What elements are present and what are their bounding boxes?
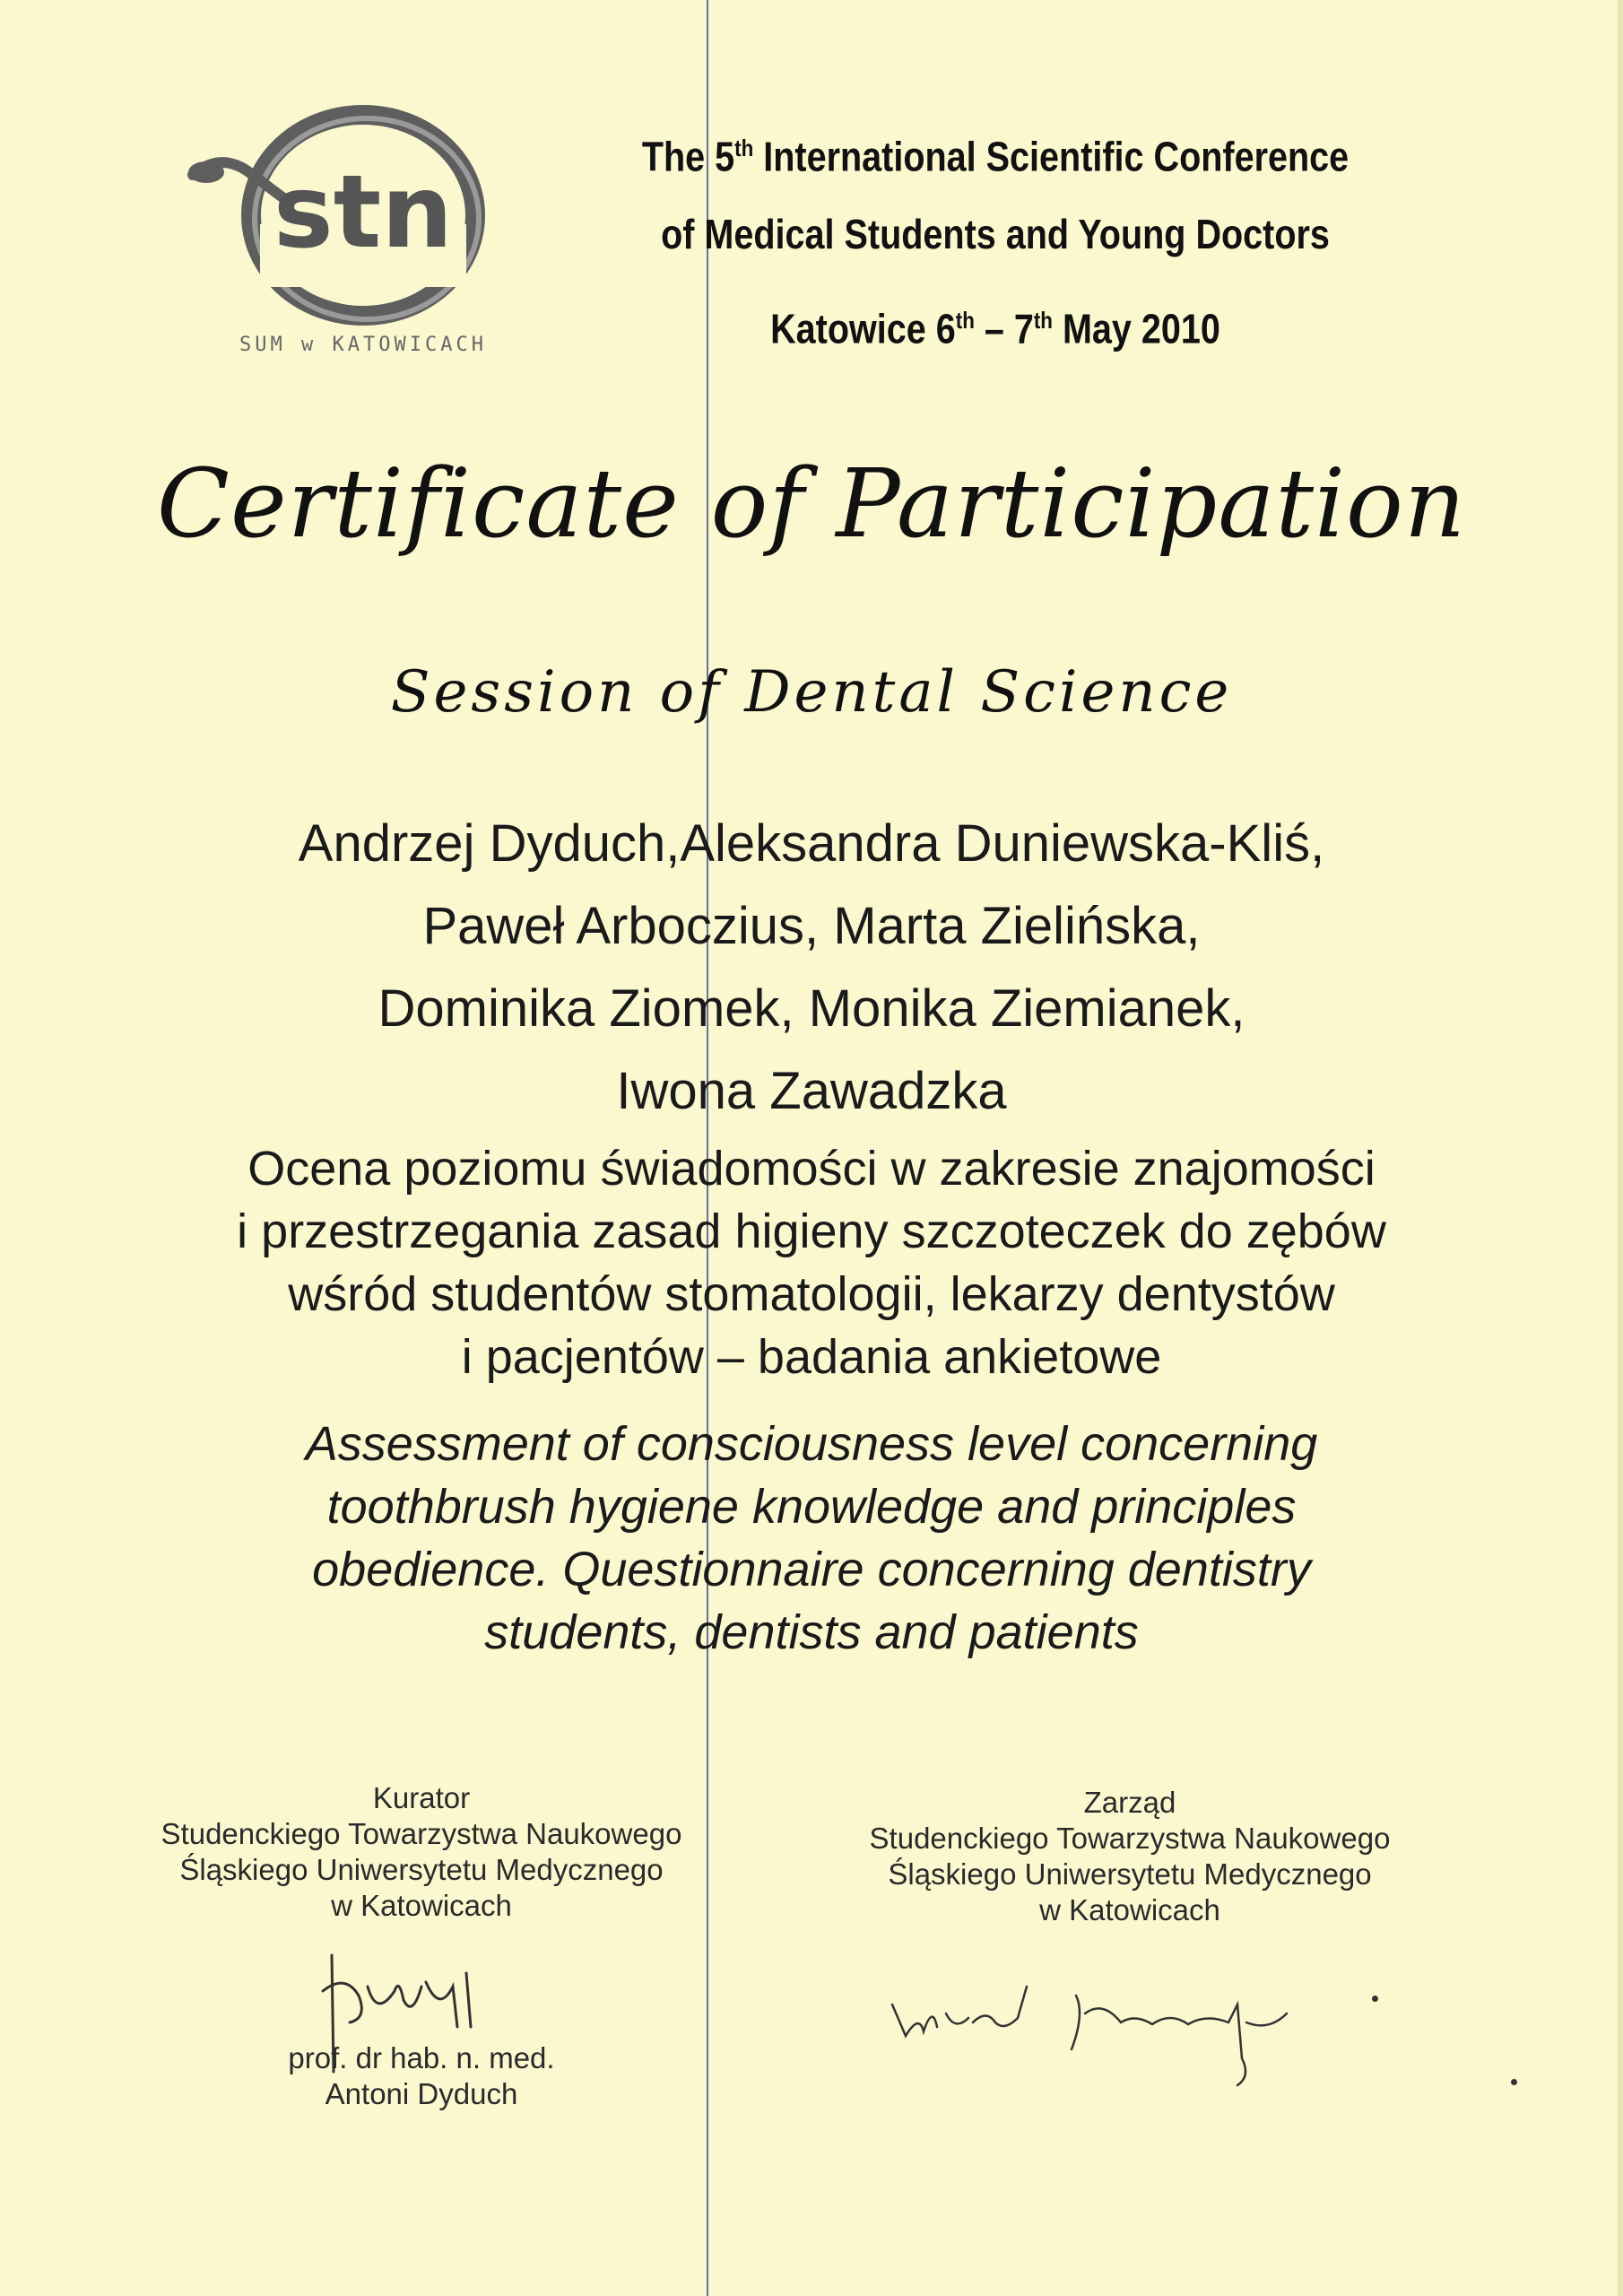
conference-line-1: The 5th International Scientific Conference (641, 133, 1350, 180)
title-polish-line: i przestrzegania zasad higieny szczoteczek do zębów (237, 1205, 1386, 1258)
signer-title: prof. dr hab. n. med. (288, 2041, 555, 2074)
title-polish-line: wśród studentów stomatologii, lekarzy dentystów (288, 1267, 1335, 1321)
title-polish-line: Ocena poziomu świadomości w zakresie znajomości (247, 1142, 1376, 1196)
signature-left-line: Studenckiego Towarzystwa Naukowego (161, 1817, 682, 1850)
authors (0, 803, 1623, 1133)
title-english-line: obedience. Questionnaire concerning dentistry (312, 1543, 1311, 1596)
signature-block-right (816, 1785, 1444, 1928)
signature-left-line: w Katowicach (331, 1889, 512, 1922)
authors-line: Iwona Zawadzka (616, 1062, 1007, 1120)
signature-right-line: w Katowicach (1039, 1893, 1220, 1926)
signer-left (117, 2040, 726, 2112)
authors-line: Paweł Arboczius, Marta Zielińska, (422, 897, 1201, 955)
title-english-line: Assessment of consciousness level concerning (305, 1417, 1318, 1471)
title-english-line: students, dentists and patients (484, 1605, 1139, 1659)
signature-left-line: Kurator (372, 1781, 471, 1814)
ink-dot (1372, 1996, 1378, 2002)
signature-right-line: Śląskiego Uniwersytetu Medycznego (888, 1857, 1372, 1891)
certificate-title: Certificate of Participation (156, 448, 1467, 559)
authors-line: Dominika Ziomek, Monika Ziemianek, (378, 979, 1245, 1038)
title-english-line: toothbrush hygiene knowledge and principles (326, 1480, 1297, 1534)
authors-line: Andrzej Dyduch,Aleksandra Duniewska-Kliś, (298, 814, 1325, 873)
conference-line-2: of Medical Students and Young Doctors (661, 211, 1330, 257)
title-polish (0, 1137, 1623, 1388)
signature-right-line: Zarząd (1083, 1786, 1176, 1819)
conference-line-3: Katowice 6th – 7th May 2010 (770, 305, 1220, 352)
session-title: Session of Dental Science (390, 659, 1233, 726)
logo-text: stn (273, 154, 453, 271)
title-english (0, 1413, 1623, 1664)
signature-block-left (117, 1780, 726, 1924)
stn-logo (184, 99, 507, 368)
title-polish-line: i pacjentów – badania ankietowe (461, 1330, 1162, 1384)
signer-name: Antoni Dyduch (325, 2077, 518, 2110)
ink-dot (1511, 2079, 1517, 2085)
handwritten-signature-right (883, 1969, 1350, 2094)
logo-caption: SUM w KATOWICACH (239, 334, 487, 356)
conference-header (571, 117, 1419, 375)
signature-left-line: Śląskiego Uniwersytetu Medycznego (179, 1853, 664, 1886)
signature-right-line: Studenckiego Towarzystwa Naukowego (869, 1822, 1391, 1855)
